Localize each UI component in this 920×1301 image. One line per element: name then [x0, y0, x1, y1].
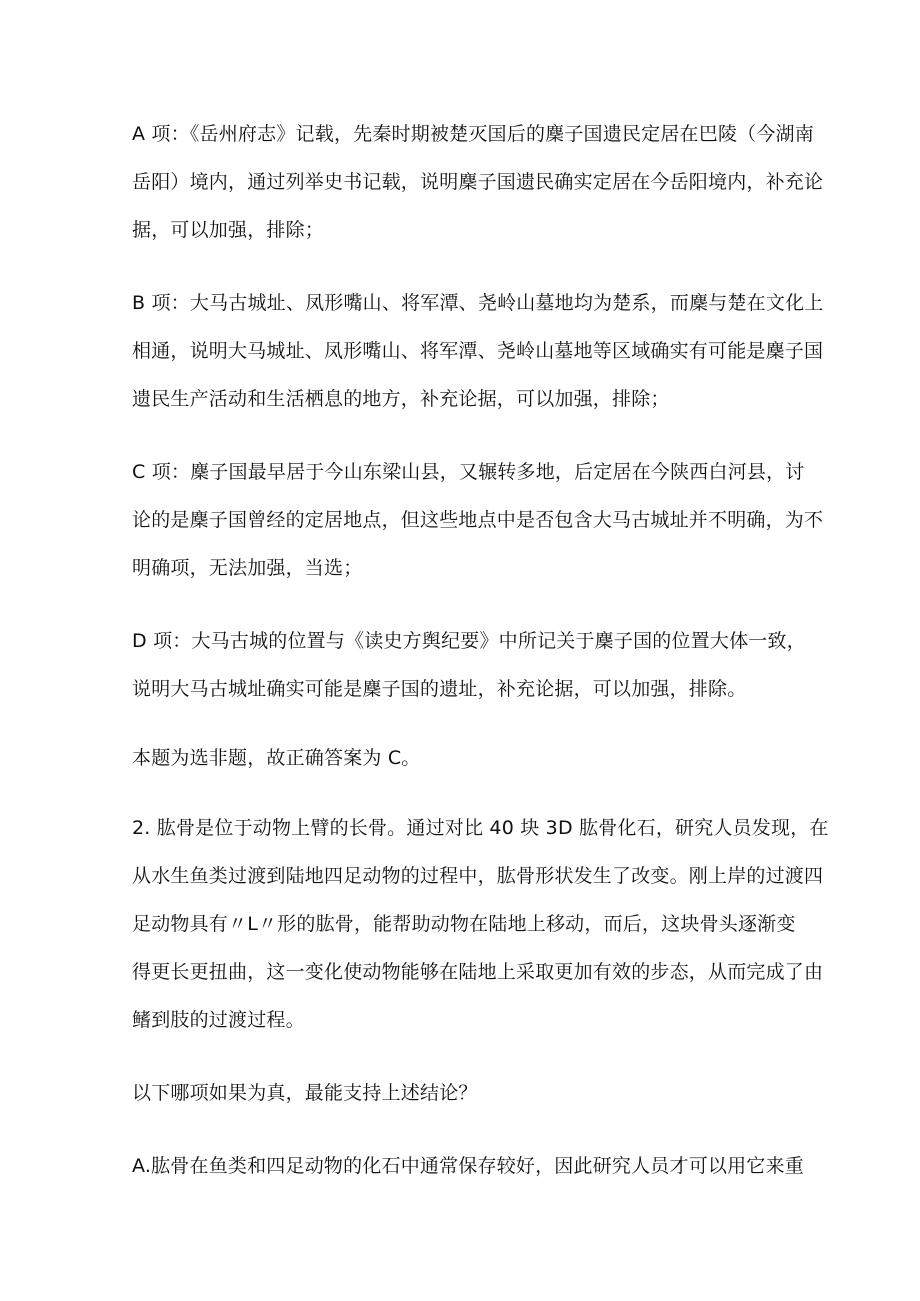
- option-b-line-1: B 项：大马古城址、凤形嘴山、将军潭、尧岭山墓地均为楚系，而麇与楚在文化上: [132, 292, 824, 314]
- question-2-line-2: 从水生鱼类过渡到陆地四足动物的过程中，肱骨形状发生了改变。刚上岸的过渡四: [132, 865, 824, 887]
- question-2-line-4: 得更长更扭曲，这一变化使动物能够在陆地上采取更加有效的步态，从而完成了由: [132, 961, 824, 983]
- option-b-line-3: 遗民生产活动和生活栖息的地方，补充论据，可以加强，排除；: [132, 388, 670, 410]
- question-2-line-3: 足动物具有〃L〃形的肱骨，能帮助动物在陆地上移动，而后，这块骨头逐渐变: [132, 913, 796, 935]
- option-a-line-2: 岳阳）境内，通过列举史书记载，说明麇子国遗民确实定居在今岳阳境内，补充论: [132, 171, 824, 193]
- question-2-option-a: A.肱骨在鱼类和四足动物的化石中通常保存较好，因此研究人员才可以用它来重: [132, 1155, 804, 1177]
- option-a-line-3: 据，可以加强，排除；: [132, 219, 325, 241]
- answer-statement: 本题为选非题，故正确答案为 C。: [132, 747, 421, 769]
- option-c-line-3: 明确项，无法加强，当选；: [132, 557, 363, 579]
- option-c-line-2: 论的是麇子国曾经的定居地点，但这些地点中是否包含大马古城址并不明确，为不: [132, 509, 824, 531]
- question-2-prompt: 以下哪项如果为真，最能支持上述结论？: [132, 1082, 478, 1104]
- option-d-line-1: D 项：大马古城的位置与《读史方舆纪要》中所记关于麇子国的位置大体一致，: [132, 630, 806, 652]
- option-d-line-2: 说明大马古城址确实可能是麇子国的遗址，补充论据，可以加强，排除。: [132, 678, 747, 700]
- option-a-line-1: A 项：《岳州府志》记载，先秦时期被楚灭国后的麇子国遗民定居在巴陵（今湖南: [132, 123, 814, 145]
- question-2-line-1: 2. 肱骨是位于动物上臂的长骨。通过对比 40 块 3D 肱骨化石，研究人员发现，在: [132, 817, 829, 839]
- question-2-line-5: 鳍到肢的过渡过程。: [132, 1009, 305, 1031]
- option-b-line-2: 相通，说明大马城址、凤形嘴山、将军潭、尧岭山墓地等区域确实有可能是麇子国: [132, 340, 824, 362]
- option-c-line-1: C 项：麇子国最早居于今山东梁山县，又辗转多地，后定居在今陕西白河县，讨: [132, 461, 805, 483]
